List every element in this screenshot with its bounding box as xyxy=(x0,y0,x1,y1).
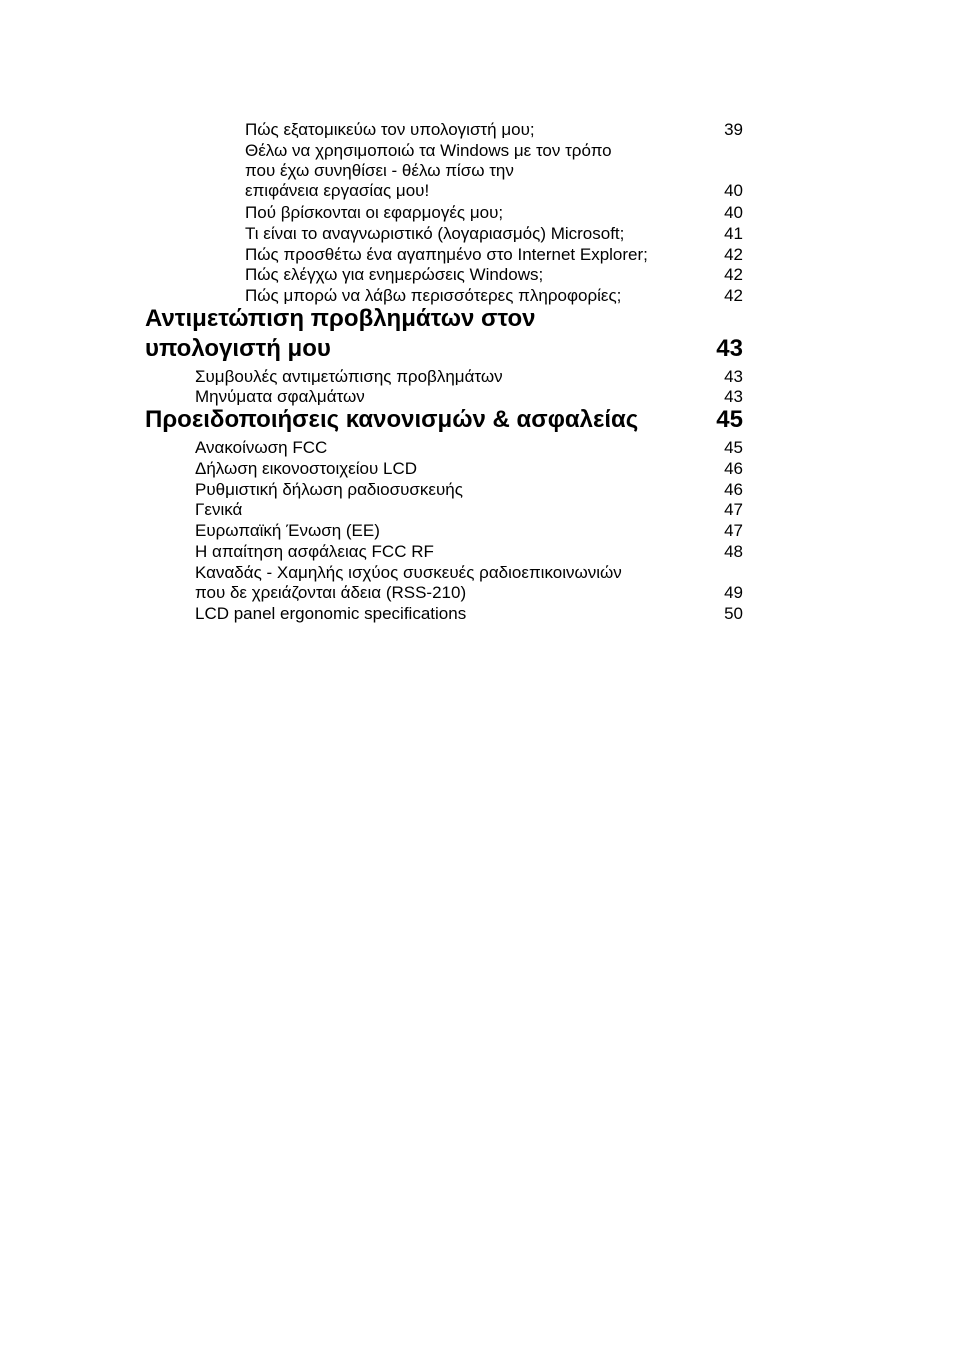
toc-entry[interactable] xyxy=(245,224,743,244)
toc-entry-title: Γενικά xyxy=(195,500,243,519)
toc-page-number: 39 xyxy=(724,120,743,139)
toc-entry[interactable] xyxy=(195,438,743,458)
toc-entry[interactable] xyxy=(195,542,743,562)
toc-entry[interactable] xyxy=(245,141,743,201)
toc-entry[interactable] xyxy=(195,521,743,541)
toc-page-number: 40 xyxy=(724,181,743,200)
toc-entry-title: Πώς ελέγχω για ενημερώσεις Windows; xyxy=(245,265,544,284)
toc-entry-title: Συμβουλές αντιμετώπισης προβλημάτων xyxy=(195,367,503,386)
toc-page-number: 40 xyxy=(724,203,743,222)
toc-page-number: 46 xyxy=(724,480,743,499)
toc-entry[interactable] xyxy=(245,286,743,306)
toc-entry[interactable] xyxy=(195,459,743,479)
toc-entry-title: Θέλω να χρησιμοποιώ τα Windows με τον τρόπο xyxy=(245,141,612,160)
toc-page-number: 42 xyxy=(724,265,743,284)
toc-section-page-number: 45 xyxy=(716,406,743,433)
toc-entry[interactable] xyxy=(195,480,743,500)
toc-entry-title: Η απαίτηση ασφάλειας FCC RF xyxy=(195,542,434,561)
toc-section-title: Αντιμετώπιση προβλημάτων στον xyxy=(145,305,536,332)
toc-page-number: 45 xyxy=(724,438,743,457)
toc-entry[interactable] xyxy=(245,120,743,140)
toc-entry-title: Δήλωση εικονοστοιχείου LCD xyxy=(195,459,418,478)
toc-entry[interactable] xyxy=(245,245,743,265)
toc-entry-title: Πώς μπορώ να λάβω περισσότερες πληροφορίες; xyxy=(245,286,622,305)
toc-entry-title: LCD panel ergonomic specifications xyxy=(195,604,467,623)
toc-entry[interactable] xyxy=(195,500,743,520)
toc-entry-title: που έχω συνηθίσει - θέλω πίσω την xyxy=(245,161,514,180)
toc-entry-title: επιφάνεια εργασίας μου! xyxy=(245,181,430,200)
toc-section-heading[interactable] xyxy=(145,405,743,435)
toc-page-number: 43 xyxy=(724,367,743,386)
toc-page-number: 50 xyxy=(724,604,743,623)
toc-page-number: 42 xyxy=(724,286,743,305)
toc-entry-title: Πώς εξατομικεύω τον υπολογιστή μου; xyxy=(245,120,535,139)
toc-entry[interactable] xyxy=(245,265,743,285)
toc-entry[interactable] xyxy=(195,387,743,407)
toc-page-number: 47 xyxy=(724,521,743,540)
toc-entry-title: που δε χρειάζονται άδεια (RSS-210) xyxy=(195,583,467,602)
toc-entry-title: Ρυθμιστική δήλωση ραδιοσυσκευής xyxy=(195,480,463,499)
toc-entry-title: Ανακοίνωση FCC xyxy=(195,438,328,457)
toc-section-title: Προειδοποιήσεις κανονισμών & ασφαλείας xyxy=(145,406,639,433)
toc-section-page-number: 43 xyxy=(716,335,743,362)
toc-entry-title: Πού βρίσκονται οι εφαρμογές μου; xyxy=(245,203,504,222)
toc-entry-title: Καναδάς - Χαμηλής ισχύος συσκευές ραδιοεπικοινωνιών xyxy=(195,563,622,582)
toc-entry-title: Πώς προσθέτω ένα αγαπημένο στο Internet Explorer; xyxy=(245,245,648,264)
toc-page-number: 42 xyxy=(724,245,743,264)
toc-entry[interactable] xyxy=(195,563,743,603)
toc-entry-title: Ευρωπαϊκή Ένωση (ΕΕ) xyxy=(195,521,380,540)
toc-page-number: 41 xyxy=(724,224,743,243)
toc-page-number: 43 xyxy=(724,387,743,406)
toc-page-number: 46 xyxy=(724,459,743,478)
toc-entry-title: Μηνύματα σφαλμάτων xyxy=(195,387,365,406)
toc-entry[interactable] xyxy=(195,604,743,624)
toc-section-title: υπολογιστή μου xyxy=(145,335,331,362)
toc-entry-title: Τι είναι το αναγνωριστικό (λογαριασμός) Microsoft; xyxy=(245,224,625,243)
toc-entry[interactable] xyxy=(195,367,743,387)
toc-page-number: 47 xyxy=(724,500,743,519)
toc-page-number: 48 xyxy=(724,542,743,561)
toc-entry[interactable] xyxy=(245,203,743,223)
toc-page-number: 49 xyxy=(724,583,743,602)
toc-section-heading[interactable] xyxy=(145,304,743,364)
